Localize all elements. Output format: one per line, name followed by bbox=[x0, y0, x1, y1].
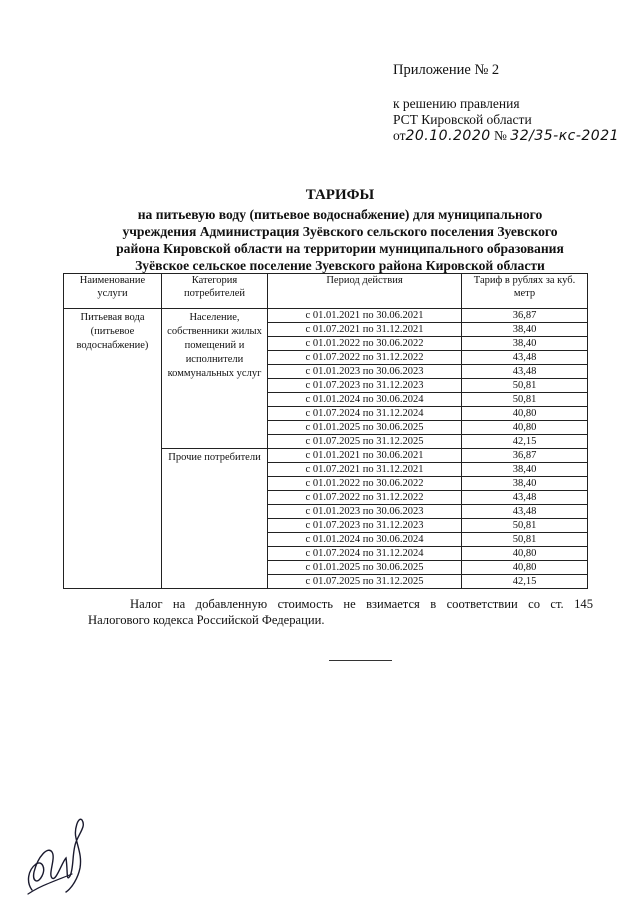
subtitle-line: Зуёвское сельское поселение Зуевского района Кировской области bbox=[135, 258, 545, 273]
period-cell: с 01.01.2021 по 30.06.2021 bbox=[268, 309, 462, 323]
period-cell: с 01.07.2023 по 31.12.2023 bbox=[268, 519, 462, 533]
handwritten-signature bbox=[22, 812, 92, 898]
tariff-cell: 43,48 bbox=[462, 491, 588, 505]
tariff-cell: 38,40 bbox=[462, 477, 588, 491]
tariff-cell: 38,40 bbox=[462, 463, 588, 477]
tariff-cell: 40,80 bbox=[462, 407, 588, 421]
tariff-cell: 40,80 bbox=[462, 547, 588, 561]
appendix-label: Приложение № 2 bbox=[393, 62, 500, 78]
handwritten-date: 20.10.2020 bbox=[405, 128, 491, 144]
header-tariff: Тариф в рублях за куб. метр bbox=[462, 274, 588, 309]
tariff-cell: 42,15 bbox=[462, 435, 588, 449]
tariff-table bbox=[63, 273, 588, 589]
service-name-cell: Питьевая вода (питьевое водоснабжение) bbox=[64, 309, 162, 589]
period-cell: с 01.07.2024 по 31.12.2024 bbox=[268, 407, 462, 421]
period-cell: с 01.01.2022 по 30.06.2022 bbox=[268, 337, 462, 351]
document-subtitle bbox=[60, 206, 620, 274]
subtitle-line: на питьевую воду (питьевое водоснабжение) для муниципального bbox=[137, 207, 543, 222]
table-row bbox=[64, 309, 588, 323]
period-cell: с 01.01.2024 по 30.06.2024 bbox=[268, 533, 462, 547]
tariff-cell: 40,80 bbox=[462, 421, 588, 435]
period-cell: с 01.01.2025 по 30.06.2025 bbox=[268, 421, 462, 435]
footnote-line: Налогового кодекса Российской Федерации. bbox=[88, 613, 325, 627]
period-cell: с 01.01.2024 по 30.06.2024 bbox=[268, 393, 462, 407]
period-cell: с 01.07.2021 по 31.12.2021 bbox=[268, 323, 462, 337]
period-cell: с 01.01.2023 по 30.06.2023 bbox=[268, 365, 462, 379]
period-cell: с 01.07.2024 по 31.12.2024 bbox=[268, 547, 462, 561]
tariff-cell: 40,80 bbox=[462, 561, 588, 575]
header-category: Категория потребителей bbox=[162, 274, 268, 309]
tariff-cell: 43,48 bbox=[462, 351, 588, 365]
table-header-row bbox=[64, 274, 588, 309]
tariff-cell: 36,87 bbox=[462, 309, 588, 323]
period-cell: с 01.07.2025 по 31.12.2025 bbox=[268, 575, 462, 589]
footnote-line: Налог на добавленную стоимость не взимается в соответствии со ст. 145 bbox=[130, 597, 593, 611]
authority-line: РСТ Кировской области bbox=[393, 112, 532, 127]
period-cell: с 01.07.2025 по 31.12.2025 bbox=[268, 435, 462, 449]
category-cell: Прочие потребители bbox=[162, 449, 268, 589]
decision-reference bbox=[393, 96, 619, 144]
from-label: от bbox=[393, 128, 406, 143]
period-cell: с 01.07.2023 по 31.12.2023 bbox=[268, 379, 462, 393]
header-service: Наименование услуги bbox=[64, 274, 162, 309]
tariff-cell: 43,48 bbox=[462, 365, 588, 379]
tariff-cell: 50,81 bbox=[462, 519, 588, 533]
decision-date-number bbox=[393, 128, 619, 144]
tariff-table-body bbox=[64, 309, 588, 589]
tariff-cell: 38,40 bbox=[462, 323, 588, 337]
tariff-cell: 50,81 bbox=[462, 393, 588, 407]
number-label: № bbox=[494, 128, 507, 143]
period-cell: с 01.07.2022 по 31.12.2022 bbox=[268, 351, 462, 365]
subtitle-line: района Кировской области на территории муниципального образования bbox=[116, 241, 564, 256]
period-cell: с 01.01.2022 по 30.06.2022 bbox=[268, 477, 462, 491]
tariff-cell: 36,87 bbox=[462, 449, 588, 463]
vat-footnote bbox=[88, 596, 593, 628]
tariff-cell: 38,40 bbox=[462, 337, 588, 351]
period-cell: с 01.01.2023 по 30.06.2023 bbox=[268, 505, 462, 519]
decision-line: к решению правления bbox=[393, 96, 520, 111]
tariff-cell: 43,48 bbox=[462, 505, 588, 519]
period-cell: с 01.01.2025 по 30.06.2025 bbox=[268, 561, 462, 575]
subtitle-line: учреждения Администрация Зуёвского сельского поселения Зуевского bbox=[122, 224, 558, 239]
separator-line bbox=[329, 660, 392, 661]
category-cell: Население, собственники жилых помещений и исполнители коммунальных услуг bbox=[162, 309, 268, 449]
period-cell: с 01.07.2021 по 31.12.2021 bbox=[268, 463, 462, 477]
header-period: Период действия bbox=[268, 274, 462, 309]
period-cell: с 01.07.2022 по 31.12.2022 bbox=[268, 491, 462, 505]
document-title: ТАРИФЫ bbox=[305, 187, 375, 203]
tariff-cell: 42,15 bbox=[462, 575, 588, 589]
period-cell: с 01.01.2021 по 30.06.2021 bbox=[268, 449, 462, 463]
tariff-cell: 50,81 bbox=[462, 379, 588, 393]
handwritten-number: 32/35-кс-2021 bbox=[510, 128, 620, 144]
tariff-cell: 50,81 bbox=[462, 533, 588, 547]
